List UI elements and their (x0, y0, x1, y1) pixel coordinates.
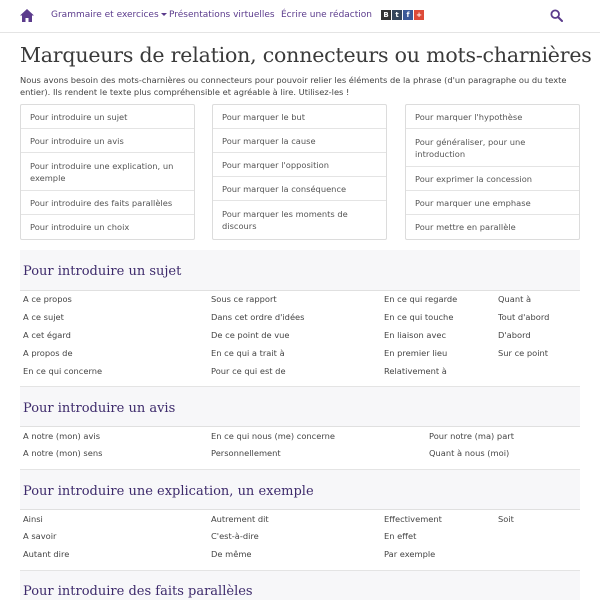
connector-item: D'abord (498, 330, 531, 340)
section-faits-paralleles (20, 571, 580, 600)
connector-item: A cet égard (23, 330, 71, 340)
connector-item: Ainsi (23, 514, 43, 524)
index-column-1 (20, 104, 195, 240)
section-header (20, 250, 580, 291)
index-link[interactable]: Pour marquer la cause (213, 129, 386, 153)
connector-item: Quant à nous (moi) (429, 448, 510, 458)
connector-item: De même (211, 549, 252, 559)
connector-item: Sur ce point (498, 348, 549, 358)
connector-item: Personnellement (211, 448, 281, 458)
nav-redaction[interactable]: Écrire une rédaction (281, 10, 372, 20)
index-link[interactable]: Pour marquer le but (213, 105, 386, 129)
section-title: Pour introduire une explication, un exemple (23, 484, 314, 499)
nav-presentations[interactable]: Présentations virtuelles (169, 10, 275, 20)
social-share-bar (381, 10, 424, 20)
connector-item: En ce qui a trait à (211, 348, 285, 358)
connector-item: Sous ce rapport (211, 294, 277, 304)
connector-item: Pour notre (ma) part (429, 431, 514, 441)
connector-item: En liaison avec (384, 330, 447, 340)
connector-item: Tout d'abord (498, 312, 550, 322)
section-header (20, 387, 580, 427)
index-link[interactable]: Pour introduire un avis (21, 129, 194, 153)
section-title: Pour introduire un sujet (23, 264, 182, 279)
section-explication (20, 470, 580, 570)
connector-item: Relativement à (384, 366, 447, 376)
connector-item: En ce qui nous (me) concerne (211, 431, 335, 441)
index-link[interactable]: Pour marquer l'hypothèse (406, 105, 579, 129)
index-link[interactable]: Pour marquer l'opposition (213, 153, 386, 177)
index-link[interactable]: Pour introduire un sujet (21, 105, 194, 129)
connector-item: A ce sujet (23, 312, 64, 322)
section-header (20, 571, 580, 600)
home-icon[interactable] (20, 9, 34, 22)
connector-item: En ce qui concerne (23, 366, 103, 376)
index-link[interactable]: Pour introduire une explication, un exemple (21, 153, 194, 191)
index-link[interactable]: Pour mettre en parallèle (415, 222, 516, 232)
search-icon[interactable] (550, 9, 563, 22)
connector-item: En effet (384, 531, 417, 541)
index-column-3 (405, 104, 580, 240)
tumblr-icon[interactable]: t (392, 10, 402, 20)
connector-item: C'est-à-dire (211, 531, 259, 541)
connector-item: Soit (498, 514, 514, 524)
connector-item: En ce qui touche (384, 312, 454, 322)
connector-item: Effectivement (384, 514, 442, 524)
connector-item: En premier lieu (384, 348, 448, 358)
index-link[interactable]: Pour introduire un choix (30, 222, 130, 232)
index-column-2 (212, 104, 387, 240)
connector-item: A notre (mon) sens (23, 448, 103, 458)
connector-item: Pour ce qui est de (211, 366, 286, 376)
section-title: Pour introduire un avis (23, 401, 176, 416)
connector-item: A ce propos (23, 294, 72, 304)
blogger-icon[interactable]: B (381, 10, 391, 20)
intro-text: Nous avons besoin des mots-charnières ou connecteurs pour pouvoir relier les éléments de la phrase (d'un paragraphe ou du texte entier). Ils rendent le texte plus compréhensible et agréable à lire. Utilisez-les ! (20, 75, 567, 97)
connector-item: Quant à (498, 294, 532, 304)
nav-grammaire-label: Grammaire et exercices (51, 10, 159, 20)
section-header (20, 470, 580, 510)
index-link[interactable]: Pour marquer les moments de discours (222, 209, 348, 231)
connector-item: Autrement dit (211, 514, 269, 524)
connector-item: De ce point de vue (211, 330, 290, 340)
section-title: Pour introduire des faits parallèles (23, 584, 253, 599)
connector-item: Dans cet ordre d'idées (211, 312, 305, 322)
caret-down-icon (161, 13, 167, 16)
index-link[interactable]: Pour exprimer la concession (406, 167, 579, 191)
connector-item: Par exemple (384, 549, 436, 559)
section-avis (20, 387, 580, 469)
index-link[interactable]: Pour généraliser, pour une introduction (406, 129, 579, 167)
navbar (0, 0, 600, 33)
connector-item: A propos de (23, 348, 73, 358)
index-link[interactable]: Pour introduire des faits parallèles (21, 191, 194, 215)
connector-item: En ce qui regarde (384, 294, 458, 304)
connector-item: Autant dire (23, 549, 70, 559)
connector-item: A notre (mon) avis (23, 431, 101, 441)
google-plus-icon[interactable]: + (414, 10, 424, 20)
page-title: Marqueurs de relation, connecteurs ou mots-charnières (20, 43, 592, 67)
facebook-icon[interactable]: f (403, 10, 413, 20)
nav-grammaire-dropdown[interactable] (51, 10, 167, 20)
section-sujet (20, 250, 580, 386)
index-link[interactable]: Pour marquer la conséquence (213, 177, 386, 201)
connector-item: A savoir (23, 531, 57, 541)
index-link[interactable]: Pour marquer une emphase (406, 191, 579, 215)
